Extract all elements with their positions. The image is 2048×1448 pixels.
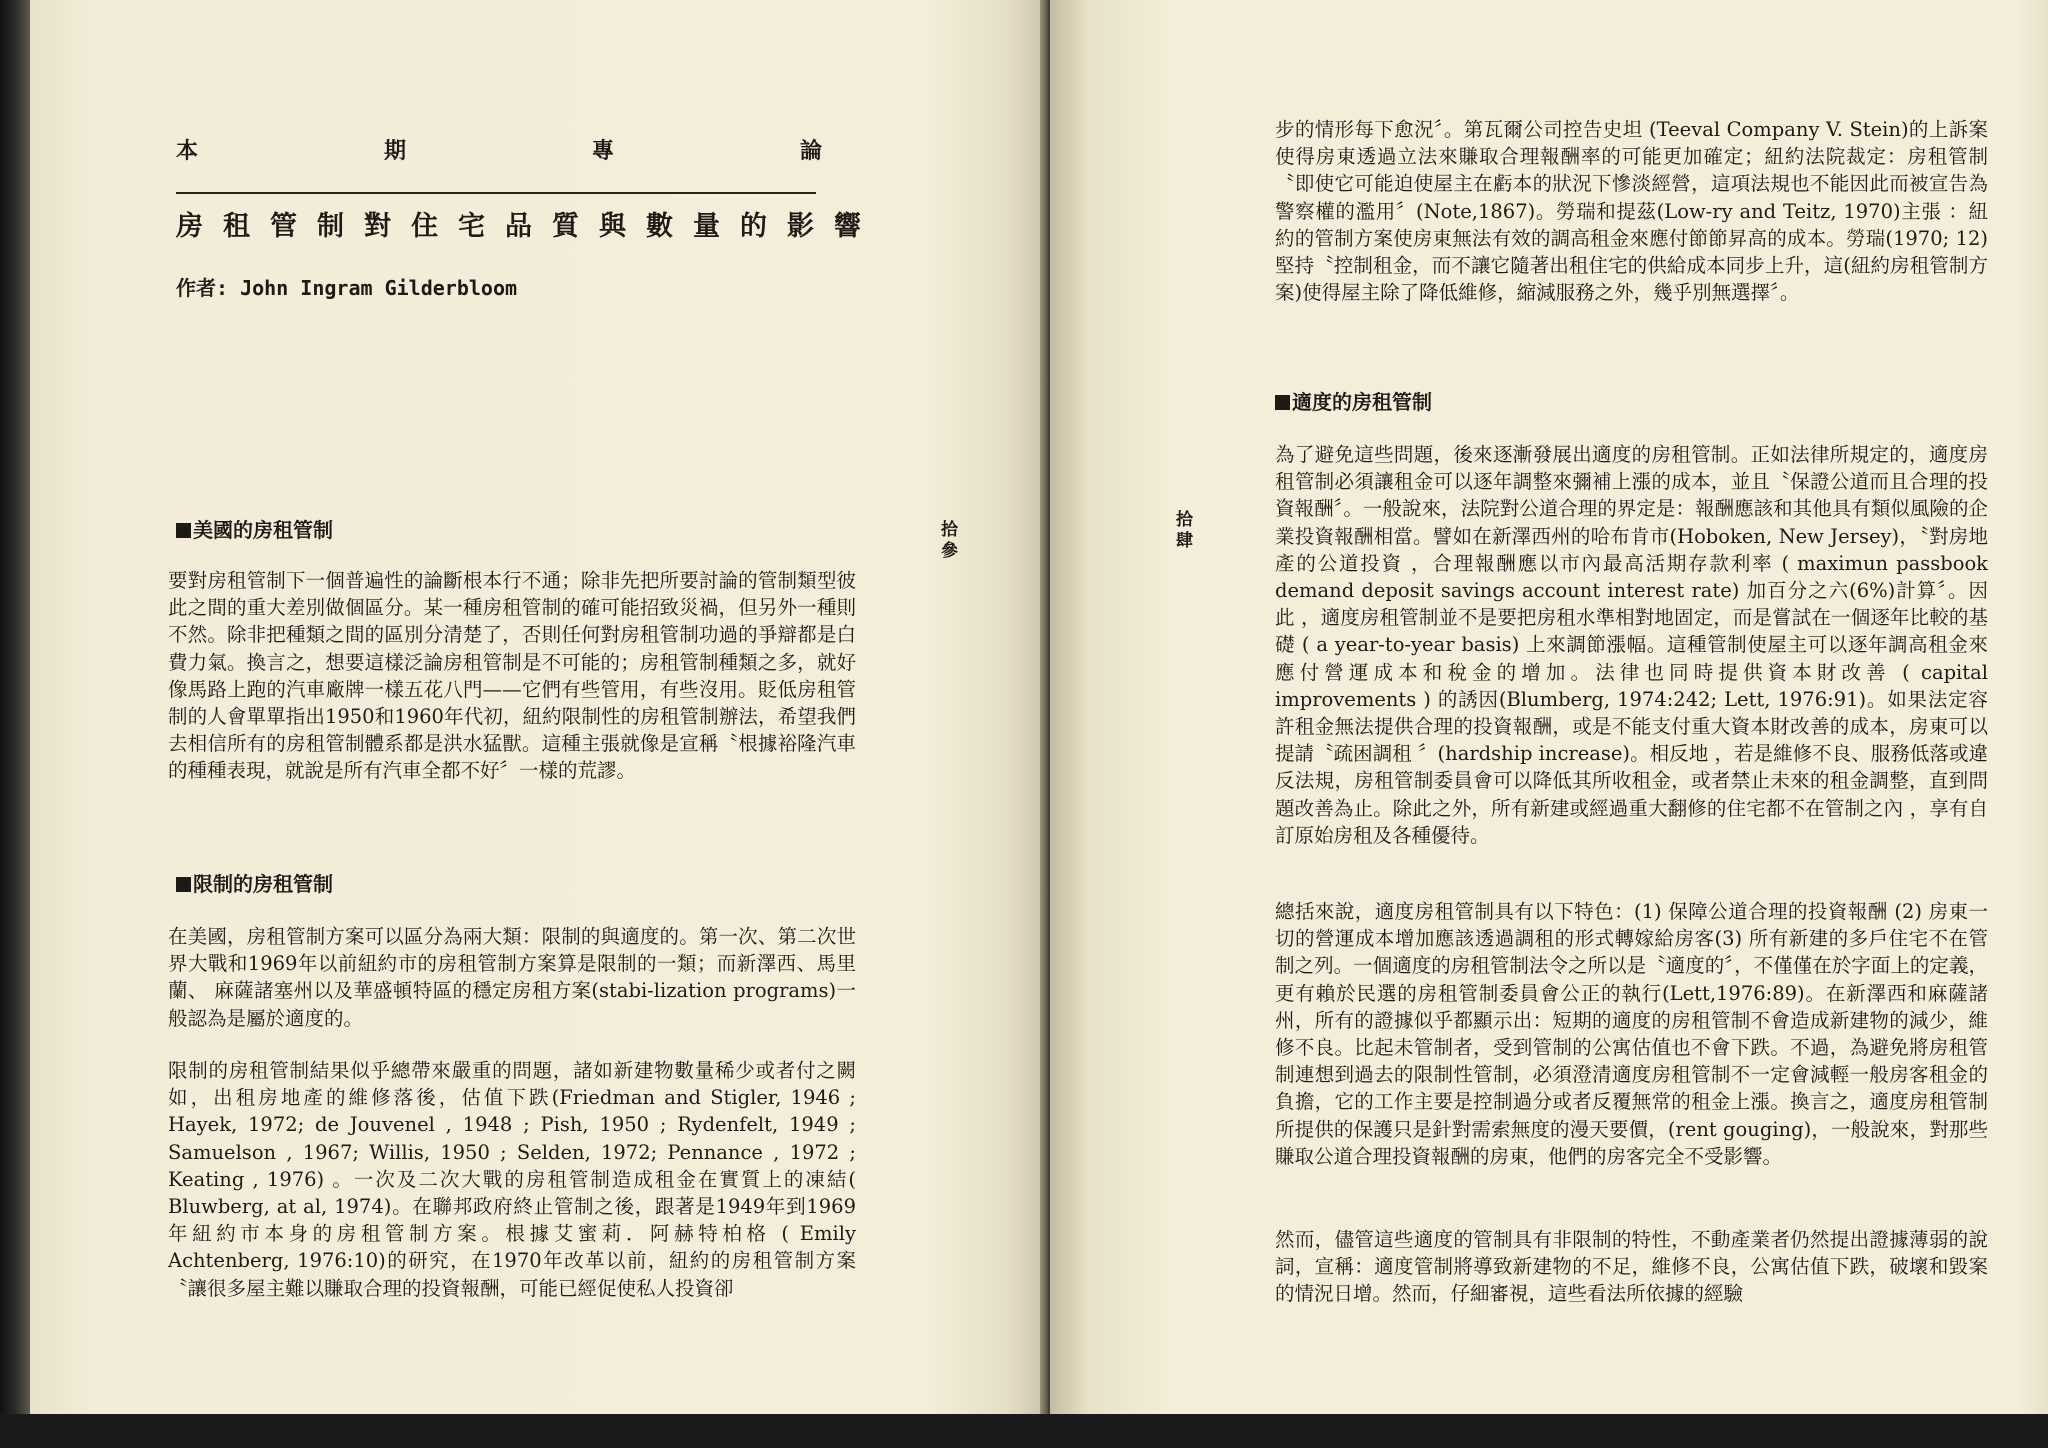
column-label-3: 專 <box>592 139 615 164</box>
page-number-right: 拾肆 <box>1172 510 1192 552</box>
scan-edge-bottom <box>0 1414 2048 1448</box>
paragraph-restrictive-effects: 限制的房租管制結果似乎總帶來嚴重的問題，諸如新建物數量稀少或者付之闕如，出租房地產的維修落後，估值下跌(Friedman and Stigler, 1946 ; Hayek, 1972; de Jouvenel , 1948 ; Pish, 1950 ; Rydenfelt, 1949 ; Samuelson , 1967; Willis, 1950 ; Selden, 1972; Pennance , 1972 ; Keating , 1976) 。一次及二次大戰的房租管制造成租金在實質上的凍結( Bluwberg, at al, 1974)。在聯邦政府終止管制之後，跟著是1949年到1969年紐約市本身的房租管制方案。根據艾蜜莉．阿赫特柏格 ( Emily Achtenberg, 1976:10)的研究，在1970年改革以前，紐約的房租管制方案〝讓很多屋主難以賺取合理的投資報酬，可能已經促使私人投資卻 <box>168 1059 856 1300</box>
title-rule <box>176 192 816 194</box>
column-label-4: 論 <box>800 139 823 164</box>
paragraph-intro-continued: 步的情形每下愈況〞。第瓦爾公司控告史坦 (Teeval Company V. Stein)的上訴案使得房東透過立法來賺取合理報酬率的可能更加確定；紐約法院裁定：房租管制〝即使它可能迫使屋主在虧本的狀況下慘淡經營，這項法規也不能因此而被宣告為警察權的濫用〞(Note,1867)。勞瑞和提茲(Low-ry and Teitz, 1970)主張 ：紐約的管制方案使房東無法有效的調高租金來應付節節昇高的成本。勞瑞(1970; 12)堅持〝控制租金，而不讓它隨著出租住宅的供給成本同步上升，這(紐約房租管制方案)使得屋主除了降低維修，縮減服務之外，幾乎別無選擇〞。 <box>1275 118 1988 305</box>
square-bullet-icon <box>176 523 191 538</box>
section-heading-restrictive: 限制的房租管制 <box>176 868 333 897</box>
article-title: 房租管制對住宅品質與數量的影響 <box>176 211 881 242</box>
right-page <box>1050 0 2048 1448</box>
square-bullet-icon <box>176 877 191 892</box>
author-line: 作者: John Ingram Gilderbloom <box>176 276 518 300</box>
paragraph-summary: 總括來說，適度房租管制具有以下特色：(1) 保障公道合理的投資報酬 (2) 房東一切的營運成本增加應該透過調租的形式轉嫁給房客(3) 所有新建的多戶住宅不在管制之列。一個適度的房租管制法令之所以是〝適度的〞，不僅僅在於字面上的定義，更有賴於民選的房租管制委員會公正的執行(Lett,1976:89)。在新澤西和麻薩諸州，所有的證據似乎都顯示出：短期的適度的房租管制不會造成新建物的減少，維修不良。比起未管制者，受到管制的公寓估值也不會下跌。不過，為避免將房租管制連想到過去的限制性管制，必須澄清適度房租管制不一定會減輕一般房客租金的負擔，它的工作主要是控制過分或者反覆無常的租金上漲。換言之，適度房租管制所提供的保護只是針對需索無度的漫天要價，(rent gouging)，一般說來，對那些賺取公道合理投資報酬的房東，他們的房客完全不受影響。 <box>1275 900 1988 1168</box>
column-label-2: 期 <box>384 139 407 164</box>
square-bullet-icon <box>1275 395 1290 410</box>
column-label-1: 本 <box>176 139 199 164</box>
page-number-left: 拾參 <box>937 520 957 562</box>
paragraph-categories: 在美國，房租管制方案可以區分為兩大類：限制的與適度的。第一次、第二次世界大戰和1969年以前紐約市的房租管制方案算是限制的一類；而新澤西、馬里蘭、 麻薩諸塞州以及華盛頓特區的穩定房租方案(stabi-lization programs)一般認為是屬於適度的。 <box>168 925 856 1030</box>
section-heading-us-rent-control: 美國的房租管制 <box>176 514 333 543</box>
paragraph-however: 然而，儘管這些適度的管制具有非限制的特性，不動產業者仍然提出證據薄弱的說詞，宣稱：適度管制將導致新建物的不足，維修不良，公寓估值下跌，破壞和毀案的情況日增。然而，仔細審視，這些看法所依據的經驗 <box>1275 1228 1988 1306</box>
left-page <box>30 0 1048 1448</box>
paragraph-general: 要對房租管制下一個普遍性的論斷根本行不通；除非先把所要討論的管制類型彼此之間的重大差別做個區分。某一種房租管制的確可能招致災禍，但另外一種則不然。除非把種類之間的區別分清楚了，否則任何對房租管制功過的爭辯都是白費力氣。換言之，想要這樣泛論房租管制是不可能的；房租管制種類之多，就好像馬路上跑的汽車廠牌一樣五花八門——它們有些管用，有些沒用。貶低房租管制的人會單單指出1950和1960年代初，紐約限制性的房租管制辦法，希望我們去相信所有的房租管制體系都是洪水猛獸。這種主張就像是宣稱〝根據裕隆汽車的種種表現，就說是所有汽車全都不好〞一樣的荒謬。 <box>168 569 856 783</box>
paragraph-moderate-control: 為了避免這些問題，後來逐漸發展出適度的房租管制。正如法律所規定的，適度房租管制必須讓租金可以逐年調整來彌補上漲的成本，並且〝保證公道而且合理的投資報酬〞。一般說來，法院對公道合理的界定是：報酬應該和其他具有類似風險的企業投資報酬相當。譬如在新澤西州的哈布肯市(Hoboken, New Jersey)，〝對房地產的公道投資 ，合理報酬應以市內最高活期存款利率 ( maximun passbook demand deposit savings account interest rate) 加百分之六(6%)計算〞。因此 ，適度房租管制並不是要把房租水準相對地固定，而是嘗試在一個逐年比較的基礎 ( a year-to-year basis) 上來調節漲幅。這種管制使屋主可以逐年調高租金來應付營運成本和稅金的增加。法律也同時提供資本財改善 ( capital improvements ) 的誘因(Blumberg, 1974:242; Lett, 1976:91)。如果法定容許租金無法提供合理的投資報酬，或是不能支付重大資本財改善的成本，房東可以提請〝疏困調租 〞(hardship increase)。相反地 ，若是維修不良、服務低落或違反法規，房租管制委員會可以降低其所收租金，或者禁止未來的租金調整，直到問題改善為止。除此之外，所有新建或經過重大翻修的住宅都不在管制之內 ，享有自訂原始房租及各種優待。 <box>1275 443 1988 847</box>
section-heading-moderate: 適度的房租管制 <box>1275 386 1432 415</box>
